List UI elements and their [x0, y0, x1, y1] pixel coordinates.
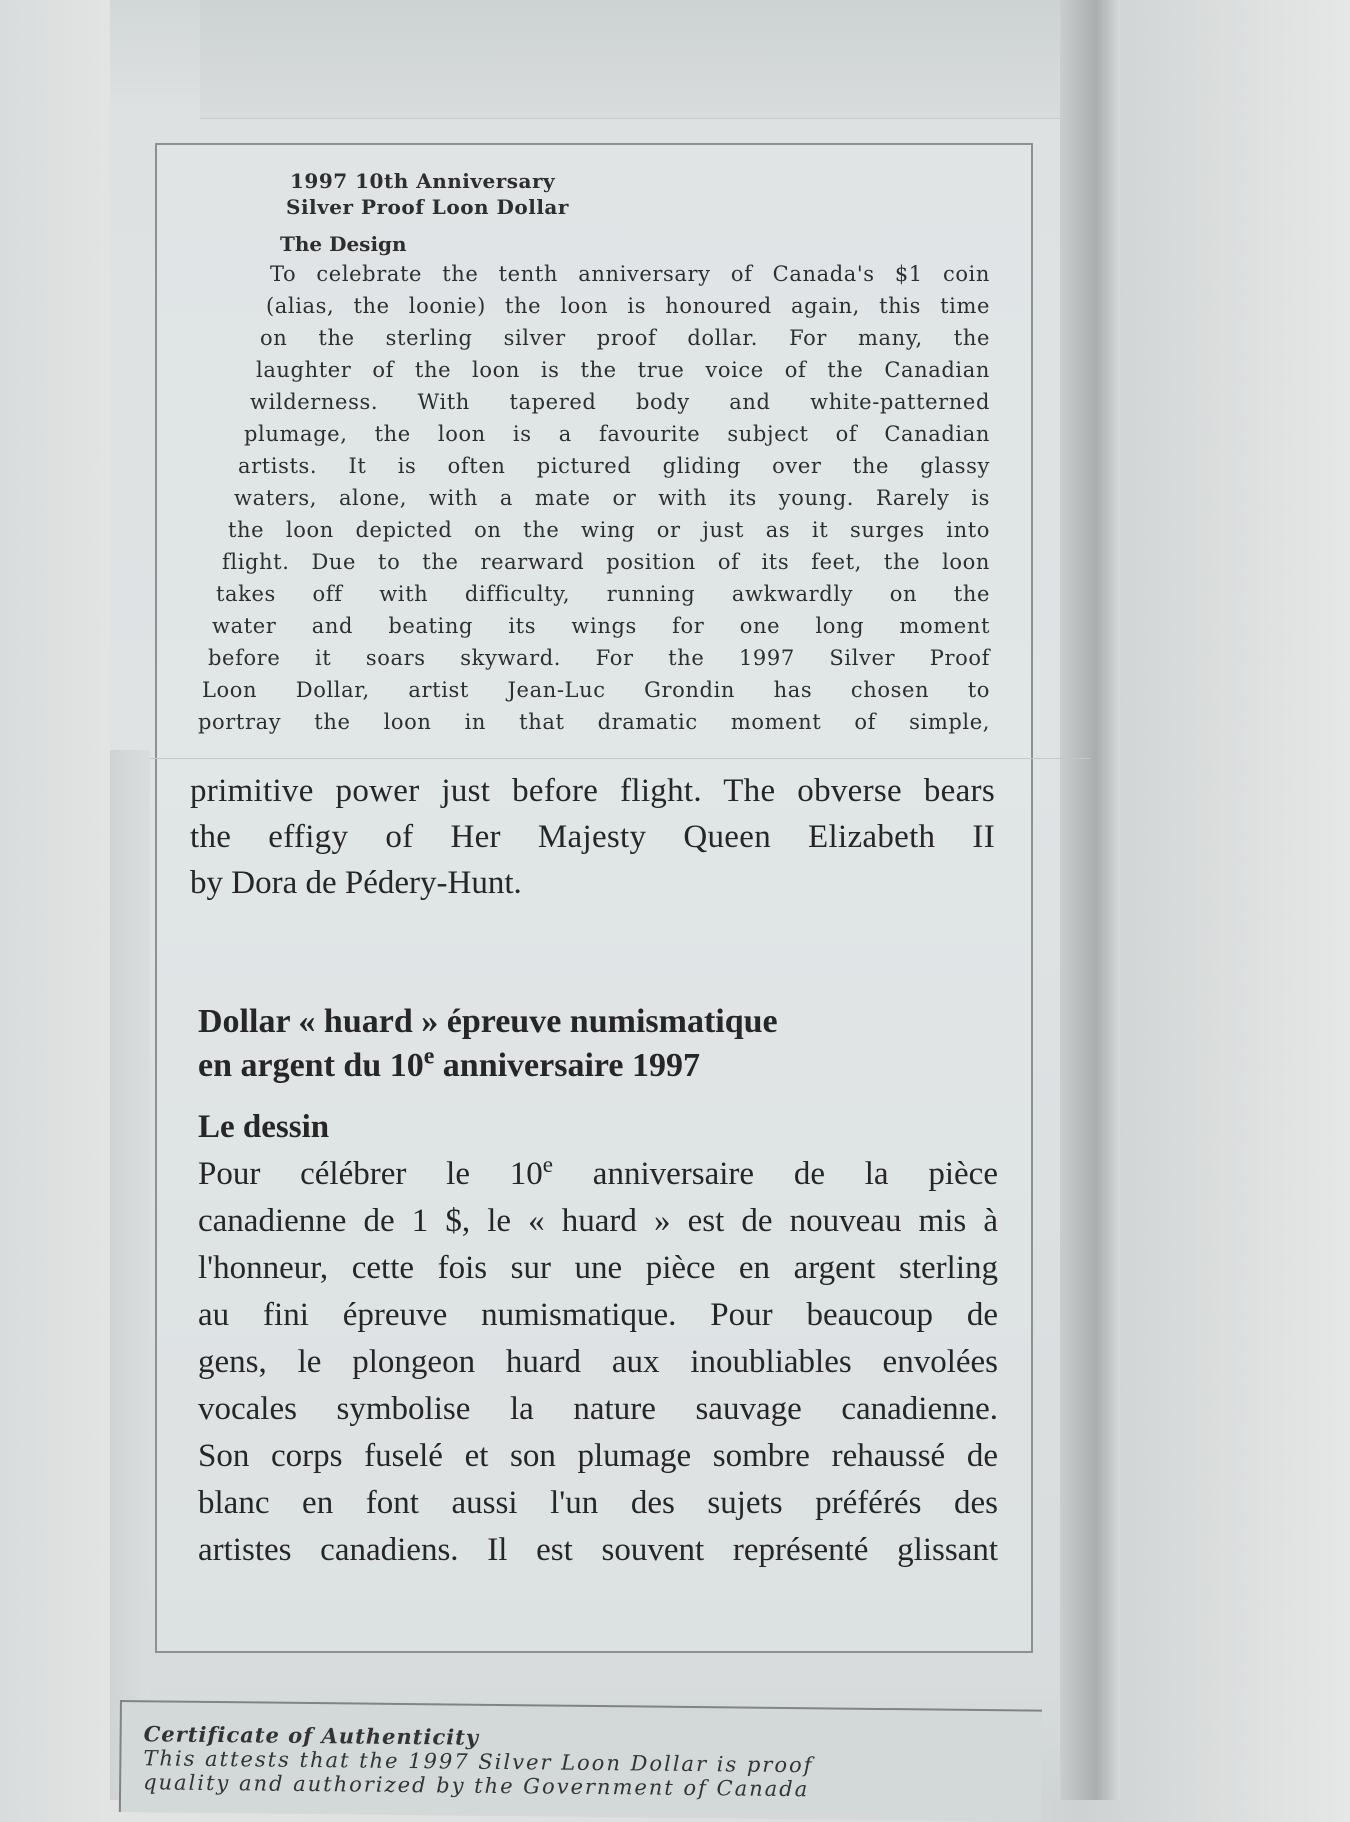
- paragraph-line: Loon Dollar, artist Jean-Luc Grondin has chosen to: [202, 678, 990, 702]
- paragraph-line: by Dora de Pédery-Hunt.: [190, 865, 522, 901]
- certificate-title: Certificate of Authenticity: [143, 1721, 480, 1750]
- paragraph-line: canadienne de 1 $, le « huard » est de nouveau mis à: [198, 1203, 998, 1239]
- paragraph-line: Son corps fuselé et son plumage sombre rehaussé de: [198, 1438, 998, 1474]
- paragraph-line: artistes canadiens. Il est souvent représenté glissant: [198, 1532, 998, 1568]
- paragraph-line: waters, alone, with a mate or with its young. Rarely is: [234, 486, 990, 510]
- paragraph-line: To celebrate the tenth anniversary of Canada's $1 coin: [270, 262, 990, 286]
- paragraph-line: (alias, the loonie) the loon is honoured again, this time: [266, 294, 990, 318]
- paragraph-line: l'honneur, cette fois sur une pièce en argent sterling: [198, 1250, 998, 1286]
- french-first-line-superscript: e: [542, 1151, 554, 1177]
- paragraph-line: portray the loon in that dramatic moment of simple,: [198, 710, 990, 734]
- english-paragraph: [198, 258, 990, 738]
- english-section: [190, 168, 990, 738]
- paragraph-line: on the sterling silver proof dollar. For many, the: [260, 326, 990, 350]
- paragraph-line: gens, le plongeon huard aux inoubliables envolées: [198, 1344, 998, 1380]
- booklet-top-flap: [200, 0, 1060, 119]
- paragraph-line: artists. It is often pictured gliding over the glassy: [238, 454, 990, 478]
- booklet-right-fold: [1060, 0, 1120, 1800]
- french-title-line-2: [198, 1044, 998, 1088]
- booklet-left-fold: [110, 750, 150, 1800]
- paragraph-line: blanc en font aussi l'un des sujets préférés des: [198, 1485, 998, 1521]
- french-title-text: en argent du 10: [198, 1047, 424, 1084]
- english-section-heading: The Design: [280, 232, 407, 256]
- english-title-line-2: Silver Proof Loon Dollar: [286, 195, 569, 219]
- paragraph-line: au fini épreuve numismatique. Pour beaucoup de: [198, 1297, 998, 1333]
- french-section: [198, 1000, 998, 1574]
- french-first-line-end: anniversaire de la pièce: [553, 1156, 998, 1192]
- paragraph-line: flight. Due to the rearward position of its feet, the loon: [222, 550, 990, 574]
- certificate-line-2: quality and authorized by the Government of Canada: [143, 1770, 810, 1802]
- english-continuation: [190, 768, 995, 906]
- certificate-text: [143, 1722, 1024, 1803]
- paragraph-line: primitive power just before flight. The obverse bears: [190, 773, 995, 809]
- paragraph-line: [198, 1151, 998, 1198]
- paragraph-line: the loon depicted on the wing or just as it surges into: [228, 518, 990, 542]
- french-section-heading: Le dessin: [198, 1109, 330, 1145]
- paragraph-line: before it soars skyward. For the 1997 Silver Proof: [208, 646, 990, 670]
- french-title-line-1: Dollar « huard » épreuve numismatique: [198, 1003, 778, 1040]
- french-first-line-start: Pour célébrer le 10: [198, 1156, 543, 1192]
- paragraph-line: takes off with difficulty, running awkwardly on the: [216, 582, 990, 606]
- english-title-line-1: 1997 10th Anniversary: [290, 169, 556, 193]
- paragraph-line: wilderness. With tapered body and white-patterned: [250, 390, 990, 414]
- fold-crease: [150, 758, 1090, 759]
- paragraph-line: the effigy of Her Majesty Queen Elizabeth II: [190, 819, 995, 855]
- paragraph-line: vocales symbolise la nature sauvage canadienne.: [198, 1391, 998, 1427]
- paragraph-line: plumage, the loon is a favourite subject of Canadian: [244, 422, 990, 446]
- french-title-superscript: e: [423, 1043, 435, 1070]
- french-title-text-end: anniversaire 1997: [434, 1047, 700, 1084]
- paragraph-line: laughter of the loon is the true voice of the Canadian: [256, 358, 990, 382]
- certificate-line-1: This attests that the 1997 Silver Loon Dollar is proof: [143, 1746, 814, 1778]
- paragraph-line: water and beating its wings for one long moment: [212, 614, 990, 638]
- certificate-card: [119, 1700, 1042, 1822]
